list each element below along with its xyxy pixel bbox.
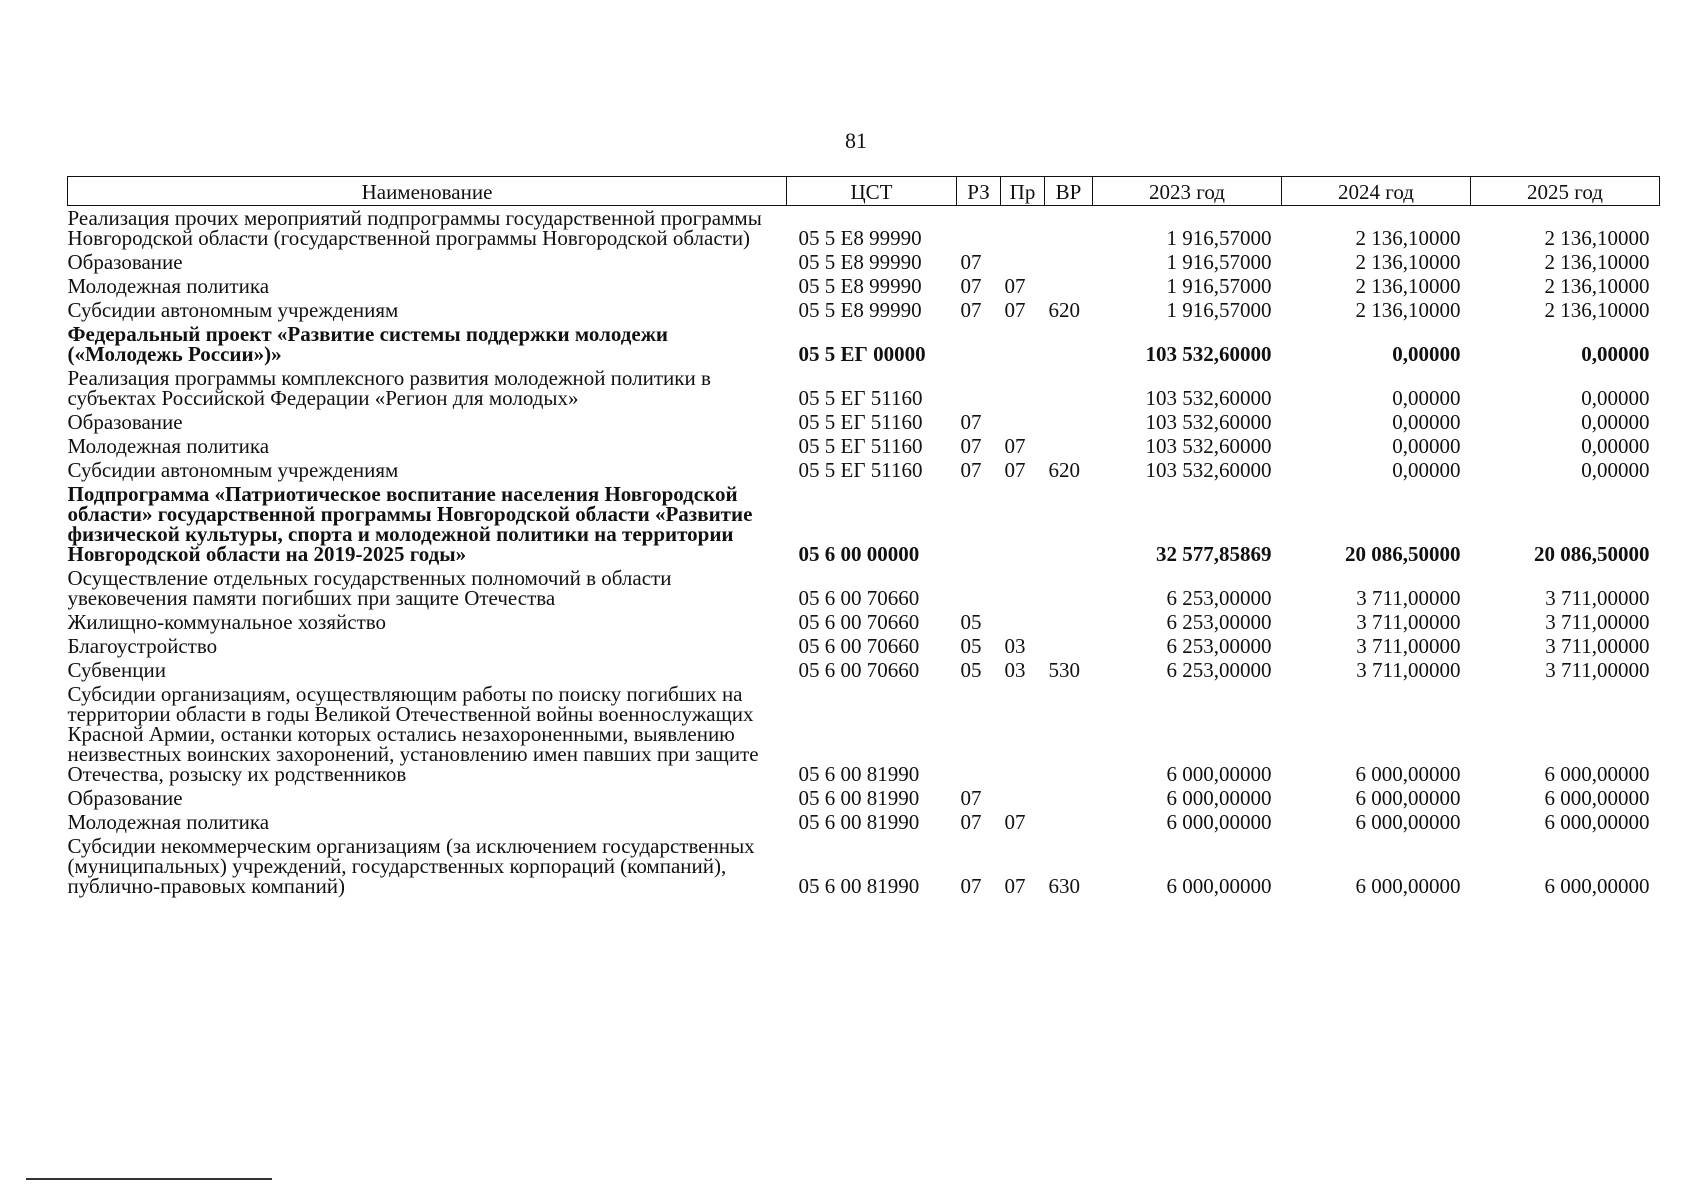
row-2023: 103 532,60000	[1145, 386, 1272, 410]
row-pr	[1001, 786, 1045, 810]
row-2025: 6 000,00000	[1544, 874, 1650, 898]
table-row	[68, 810, 1660, 834]
row-pr	[1001, 482, 1045, 566]
row-2025: 2 136,10000	[1544, 226, 1650, 250]
row-cst: 05 6 00 00000	[798, 542, 920, 566]
row-cst: 05 6 00 70660	[798, 658, 920, 682]
table-row	[68, 610, 1660, 634]
table-row	[68, 434, 1660, 458]
row-2023: 103 532,60000	[1145, 342, 1272, 366]
row-2023: 6 253,00000	[1166, 610, 1272, 634]
row-name: Образование	[67, 410, 183, 434]
table-row	[68, 682, 1660, 786]
row-cst: 05 5 Е8 99990	[798, 274, 922, 298]
table-row	[68, 658, 1660, 682]
row-2025: 3 711,00000	[1545, 610, 1650, 634]
footer-divider	[26, 1178, 272, 1180]
row-cst: 05 6 00 70660	[798, 610, 920, 634]
header-rz: РЗ	[957, 177, 1001, 206]
table-row	[68, 322, 1660, 366]
row-2023: 1 916,57000	[1166, 250, 1272, 274]
row-pr: 03	[1004, 634, 1026, 658]
header-cst: ЦСТ	[787, 177, 957, 206]
row-2024: 2 136,10000	[1355, 250, 1461, 274]
row-2025: 0,00000	[1581, 386, 1650, 410]
row-vr	[1045, 206, 1093, 251]
row-name: Осуществление отдельных государственных полномочий в области увековечения памяти погибших при защите Отечества	[67, 566, 672, 610]
row-pr: 07	[1004, 458, 1026, 482]
row-2024: 0,00000	[1392, 458, 1461, 482]
row-cst: 05 5 ЕГ 51160	[798, 458, 923, 482]
row-2024: 0,00000	[1392, 410, 1461, 434]
row-2024: 6 000,00000	[1355, 762, 1461, 786]
row-2025: 20 086,50000	[1534, 542, 1650, 566]
row-pr: 07	[1004, 434, 1026, 458]
header-2025: 2025 год	[1471, 177, 1660, 206]
row-2025: 6 000,00000	[1544, 810, 1650, 834]
row-2024: 6 000,00000	[1355, 810, 1461, 834]
row-name: Реализация программы комплексного развития молодежной политики в субъектах Российской Федерации «Регион для молодых»	[67, 366, 711, 410]
row-vr	[1045, 434, 1093, 458]
row-vr	[1045, 410, 1093, 434]
row-rz: 07	[960, 458, 982, 482]
row-cst: 05 6 00 81990	[798, 786, 920, 810]
row-2025: 2 136,10000	[1544, 250, 1650, 274]
row-2023: 103 532,60000	[1145, 458, 1272, 482]
row-cst: 05 5 ЕГ 00000	[798, 342, 926, 366]
row-rz	[957, 482, 1001, 566]
row-2024: 6 000,00000	[1355, 786, 1461, 810]
row-name: Образование	[67, 250, 183, 274]
row-pr	[1001, 322, 1045, 366]
row-pr	[1001, 410, 1045, 434]
row-name: Образование	[67, 786, 183, 810]
row-rz: 07	[960, 274, 982, 298]
row-rz: 07	[960, 410, 982, 434]
table-row	[68, 458, 1660, 482]
table-row	[68, 786, 1660, 810]
row-name: Благоустройство	[67, 634, 218, 658]
row-vr: 530	[1048, 658, 1080, 682]
page-number: 81	[845, 128, 867, 153]
row-vr	[1045, 682, 1093, 786]
row-vr	[1045, 634, 1093, 658]
row-2023: 103 532,60000	[1145, 434, 1272, 458]
budget-table	[67, 176, 1660, 898]
row-rz	[957, 366, 1001, 410]
row-name: Молодежная политика	[67, 274, 270, 298]
table-row	[68, 410, 1660, 434]
row-name: Молодежная политика	[67, 434, 270, 458]
row-vr	[1045, 250, 1093, 274]
row-cst: 05 6 00 81990	[798, 810, 920, 834]
table-row	[68, 366, 1660, 410]
row-2024: 0,00000	[1392, 342, 1461, 366]
row-2025: 3 711,00000	[1545, 586, 1650, 610]
row-vr: 620	[1048, 298, 1080, 322]
row-2024: 0,00000	[1392, 434, 1461, 458]
row-cst: 05 6 00 70660	[798, 586, 920, 610]
header-name: Наименование	[68, 177, 787, 206]
row-2024: 2 136,10000	[1355, 226, 1461, 250]
row-2023: 6 000,00000	[1166, 762, 1272, 786]
row-2023: 6 253,00000	[1166, 634, 1272, 658]
row-rz: 07	[960, 298, 982, 322]
row-2024: 3 711,00000	[1356, 610, 1461, 634]
row-vr	[1045, 610, 1093, 634]
row-2024: 2 136,10000	[1355, 298, 1461, 322]
row-vr: 630	[1048, 874, 1080, 898]
row-cst: 05 5 ЕГ 51160	[798, 434, 923, 458]
table-row	[68, 250, 1660, 274]
row-2023: 103 532,60000	[1145, 410, 1272, 434]
row-vr	[1045, 322, 1093, 366]
table-row	[68, 634, 1660, 658]
row-2023: 6 000,00000	[1166, 810, 1272, 834]
row-2024: 3 711,00000	[1356, 658, 1461, 682]
row-2025: 2 136,10000	[1544, 298, 1650, 322]
row-pr	[1001, 566, 1045, 610]
row-pr	[1001, 366, 1045, 410]
row-vr	[1045, 366, 1093, 410]
row-vr	[1045, 274, 1093, 298]
row-2025: 0,00000	[1581, 342, 1650, 366]
row-2023: 6 000,00000	[1166, 786, 1272, 810]
row-2025: 6 000,00000	[1544, 786, 1650, 810]
row-rz: 07	[960, 786, 982, 810]
row-name: Субсидии автономным учреждениям	[67, 298, 399, 322]
row-cst: 05 5 Е8 99990	[798, 298, 922, 322]
row-2025: 3 711,00000	[1545, 658, 1650, 682]
row-2023: 1 916,57000	[1166, 298, 1272, 322]
row-vr: 620	[1048, 458, 1080, 482]
row-cst: 05 6 00 81990	[798, 874, 920, 898]
row-name: Подпрограмма «Патриотическое воспитание населения Новгородской области» государственной программы Новгородской области «Развитие физической культуры, спорта и молодежной политики на территории Новгородской области на 2019-2025 годы»	[67, 482, 753, 566]
row-2025: 0,00000	[1581, 434, 1650, 458]
row-vr	[1045, 810, 1093, 834]
row-pr: 07	[1004, 274, 1026, 298]
table-body	[68, 206, 1660, 899]
row-2023: 6 253,00000	[1166, 586, 1272, 610]
row-pr: 07	[1004, 298, 1026, 322]
row-2025: 6 000,00000	[1544, 762, 1650, 786]
row-2023: 1 916,57000	[1166, 226, 1272, 250]
row-2024: 3 711,00000	[1356, 586, 1461, 610]
row-2024: 6 000,00000	[1355, 874, 1461, 898]
row-2023: 1 916,57000	[1166, 274, 1272, 298]
row-rz: 05	[960, 658, 982, 682]
table-row	[68, 482, 1660, 566]
row-rz	[957, 566, 1001, 610]
header-vr: ВР	[1045, 177, 1093, 206]
table-row	[68, 834, 1660, 898]
row-pr	[1001, 250, 1045, 274]
row-name: Федеральный проект «Развитие системы поддержки молодежи («Молодежь России»)»	[67, 322, 669, 366]
table-row	[68, 566, 1660, 610]
row-pr	[1001, 206, 1045, 251]
row-rz: 07	[960, 250, 982, 274]
row-2025: 0,00000	[1581, 410, 1650, 434]
row-rz: 07	[960, 810, 982, 834]
row-vr	[1045, 786, 1093, 810]
row-2023: 6 253,00000	[1166, 658, 1272, 682]
row-cst: 05 5 Е8 99990	[798, 250, 922, 274]
row-name: Субсидии автономным учреждениям	[67, 458, 399, 482]
row-pr: 07	[1004, 874, 1026, 898]
row-cst: 05 6 00 81990	[798, 762, 920, 786]
row-name: Субвенции	[67, 658, 166, 682]
row-rz	[957, 682, 1001, 786]
row-pr: 03	[1004, 658, 1026, 682]
row-2025: 0,00000	[1581, 458, 1650, 482]
row-cst: 05 6 00 70660	[798, 634, 920, 658]
row-vr	[1045, 482, 1093, 566]
row-name: Жилищно-коммунальное хозяйство	[67, 610, 387, 634]
row-rz	[957, 206, 1001, 251]
row-rz: 05	[960, 634, 982, 658]
row-vr	[1045, 566, 1093, 610]
table-row	[68, 298, 1660, 322]
row-2023: 6 000,00000	[1166, 874, 1272, 898]
row-rz	[957, 322, 1001, 366]
header-2023: 2023 год	[1093, 177, 1282, 206]
row-rz: 07	[960, 874, 982, 898]
row-cst: 05 5 ЕГ 51160	[798, 410, 923, 434]
row-2024: 3 711,00000	[1356, 634, 1461, 658]
row-2023: 32 577,85869	[1156, 542, 1272, 566]
header-2024: 2024 год	[1282, 177, 1471, 206]
row-name: Молодежная политика	[67, 810, 270, 834]
row-2025: 2 136,10000	[1544, 274, 1650, 298]
row-pr	[1001, 610, 1045, 634]
row-name: Субсидии некоммерческим организациям (за исключением государственных (муниципальных) учреждений, государственных корпораций (компаний), публично-правовых компаний)	[67, 834, 755, 898]
row-rz: 07	[960, 434, 982, 458]
row-cst: 05 5 ЕГ 51160	[798, 386, 923, 410]
row-pr	[1001, 682, 1045, 786]
table-row	[68, 206, 1660, 251]
row-pr: 07	[1004, 810, 1026, 834]
row-cst: 05 5 Е8 99990	[798, 226, 922, 250]
row-2024: 2 136,10000	[1355, 274, 1461, 298]
header-pr: Пр	[1001, 177, 1045, 206]
row-name: Субсидии организациям, осуществляющим работы по поиску погибших на территории области в годы Великой Отечественной войны военнослужащих Красной Армии, останки которых остались незахороненными, выявлению неизвестных воинских захоронений, установлению имен павших при защите Отечества, розыску их родственников	[67, 682, 759, 786]
row-name: Реализация прочих мероприятий подпрограммы государственной программы Новгородской области (государственной программы Новгородской области)	[67, 206, 762, 250]
table-header-row	[68, 177, 1660, 206]
row-2025: 3 711,00000	[1545, 634, 1650, 658]
row-2024: 20 086,50000	[1345, 542, 1461, 566]
table-row	[68, 274, 1660, 298]
row-rz: 05	[960, 610, 982, 634]
row-2024: 0,00000	[1392, 386, 1461, 410]
